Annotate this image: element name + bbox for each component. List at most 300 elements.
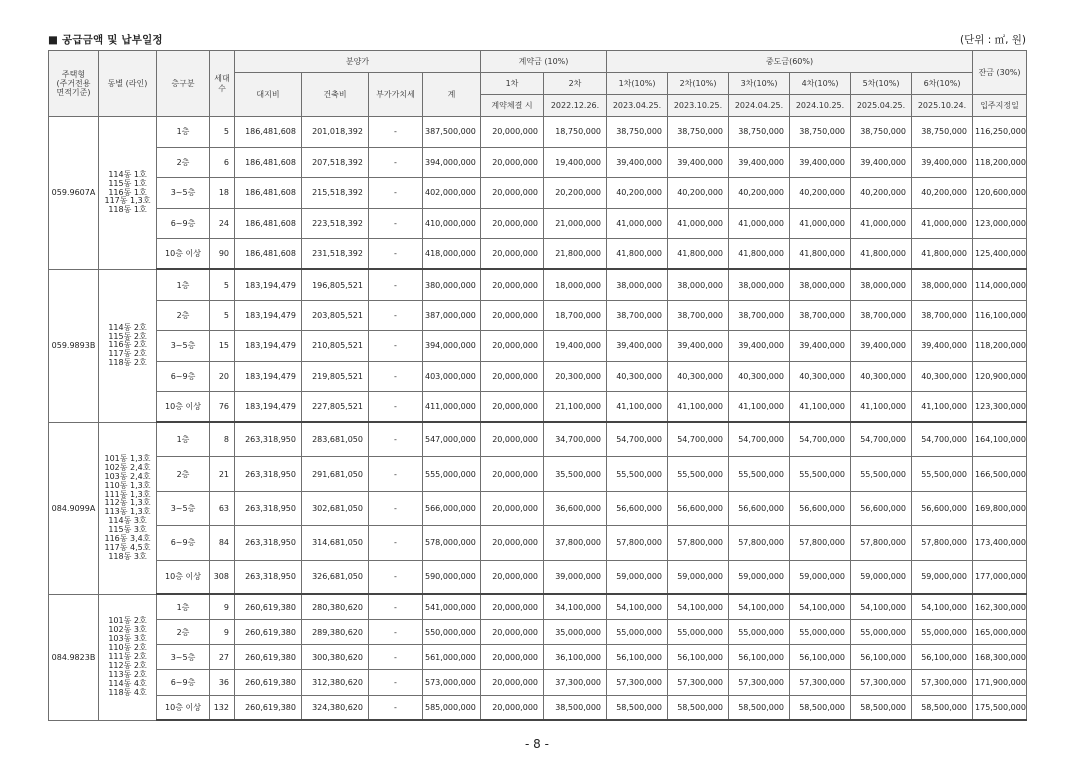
contract-2-cell: 21,800,000 [544,239,607,270]
units-cell: 9 [210,594,235,619]
contract-1-cell: 20,000,000 [481,361,544,392]
contract-2-cell: 19,400,000 [544,147,607,178]
page-number: - 8 - [525,737,549,751]
units-cell: 308 [210,560,235,594]
mid-payment-2-cell: 55,000,000 [668,620,729,645]
table-row [49,526,1027,560]
mid-payment-3-cell: 56,600,000 [729,491,790,525]
floor-cell: 10층 이상 [157,560,210,594]
total-price-cell: 394,000,000 [423,331,481,362]
total-price-cell: 410,000,000 [423,208,481,239]
mid-payment-2-cell: 59,000,000 [668,560,729,594]
building-cost-cell: 219,805,521 [302,361,369,392]
total-price-cell: 555,000,000 [423,457,481,491]
mid-payment-5-cell: 57,800,000 [851,526,912,560]
units-cell: 9 [210,620,235,645]
mid-payment-3-cell: 38,750,000 [729,117,790,148]
floor-cell: 1층 [157,269,210,300]
mid-payment-6-cell: 57,800,000 [912,526,973,560]
units-cell: 76 [210,392,235,423]
price-schedule-table [48,50,1027,721]
balance-cell: 165,000,000 [973,620,1027,645]
mid-payment-3-cell: 40,300,000 [729,361,790,392]
header-balance-date: 입주지정일 [973,95,1027,117]
units-cell: 5 [210,300,235,331]
table-row [49,594,1027,619]
land-cost-cell: 183,194,479 [235,300,302,331]
table-body [49,117,1027,721]
mid-payment-4-cell: 57,300,000 [790,670,851,695]
units-cell: 21 [210,457,235,491]
contract-2-cell: 20,200,000 [544,178,607,209]
units-cell: 18 [210,178,235,209]
vat-cell: - [369,695,423,720]
mid-payment-6-cell: 55,500,000 [912,457,973,491]
vat-cell: - [369,560,423,594]
table-row [49,620,1027,645]
mid-payment-5-cell: 38,700,000 [851,300,912,331]
mid-payment-2-cell: 39,400,000 [668,147,729,178]
mid-payment-4-cell: 55,000,000 [790,620,851,645]
mid-payment-2-cell: 55,500,000 [668,457,729,491]
mid-payment-4-cell: 59,000,000 [790,560,851,594]
mid-payment-3-cell: 39,400,000 [729,331,790,362]
units-cell: 8 [210,422,235,456]
land-cost-cell: 263,318,950 [235,560,302,594]
contract-1-cell: 20,000,000 [481,208,544,239]
table-row [49,392,1027,423]
header-mid-3-date: 2024.04.25. [729,95,790,117]
contract-2-cell: 19,400,000 [544,331,607,362]
table-row [49,178,1027,209]
balance-cell: 171,900,000 [973,670,1027,695]
floor-cell: 10층 이상 [157,239,210,270]
balance-cell: 169,800,000 [973,491,1027,525]
mid-payment-4-cell: 39,400,000 [790,147,851,178]
mid-payment-1-cell: 41,000,000 [607,208,668,239]
table-row [49,331,1027,362]
total-price-cell: 387,000,000 [423,300,481,331]
mid-payment-2-cell: 56,600,000 [668,491,729,525]
mid-payment-3-cell: 38,000,000 [729,269,790,300]
total-price-cell: 394,000,000 [423,147,481,178]
header-mid-2: 2차(10%) [668,73,729,95]
mid-payment-1-cell: 57,800,000 [607,526,668,560]
land-cost-cell: 186,481,608 [235,208,302,239]
mid-payment-4-cell: 41,800,000 [790,239,851,270]
units-cell: 6 [210,147,235,178]
header-total: 계 [423,73,481,117]
total-price-cell: 547,000,000 [423,422,481,456]
contract-2-cell: 18,700,000 [544,300,607,331]
land-cost-cell: 260,619,380 [235,695,302,720]
building-cost-cell: 302,681,050 [302,491,369,525]
mid-payment-2-cell: 54,700,000 [668,422,729,456]
mid-payment-6-cell: 54,700,000 [912,422,973,456]
mid-payment-4-cell: 57,800,000 [790,526,851,560]
building-cost-cell: 289,380,620 [302,620,369,645]
balance-cell: 116,100,000 [973,300,1027,331]
mid-payment-5-cell: 38,750,000 [851,117,912,148]
contract-2-cell: 21,100,000 [544,392,607,423]
contract-1-cell: 20,000,000 [481,300,544,331]
mid-payment-5-cell: 54,700,000 [851,422,912,456]
mid-payment-2-cell: 41,800,000 [668,239,729,270]
balance-cell: 123,300,000 [973,392,1027,423]
contract-2-cell: 21,000,000 [544,208,607,239]
mid-payment-2-cell: 38,750,000 [668,117,729,148]
land-cost-cell: 186,481,608 [235,117,302,148]
floor-cell: 1층 [157,594,210,619]
contract-1-cell: 20,000,000 [481,695,544,720]
balance-cell: 175,500,000 [973,695,1027,720]
mid-payment-4-cell: 38,700,000 [790,300,851,331]
mid-payment-6-cell: 54,100,000 [912,594,973,619]
units-cell: 24 [210,208,235,239]
mid-payment-5-cell: 39,400,000 [851,147,912,178]
vat-cell: - [369,331,423,362]
mid-payment-6-cell: 59,000,000 [912,560,973,594]
mid-payment-5-cell: 39,400,000 [851,331,912,362]
total-price-cell: 561,000,000 [423,645,481,670]
mid-payment-5-cell: 41,800,000 [851,239,912,270]
mid-payment-5-cell: 58,500,000 [851,695,912,720]
mid-payment-2-cell: 56,100,000 [668,645,729,670]
land-cost-cell: 260,619,380 [235,670,302,695]
table-row [49,269,1027,300]
building-cost-cell: 231,518,392 [302,239,369,270]
mid-payment-3-cell: 54,100,000 [729,594,790,619]
mid-payment-2-cell: 57,300,000 [668,670,729,695]
mid-payment-1-cell: 56,600,000 [607,491,668,525]
contract-2-cell: 34,700,000 [544,422,607,456]
mid-payment-4-cell: 38,000,000 [790,269,851,300]
floor-cell: 2층 [157,147,210,178]
building-cost-cell: 215,518,392 [302,178,369,209]
land-cost-cell: 263,318,950 [235,422,302,456]
floor-cell: 3~5층 [157,178,210,209]
mid-payment-1-cell: 40,200,000 [607,178,668,209]
vat-cell: - [369,300,423,331]
mid-payment-5-cell: 56,600,000 [851,491,912,525]
mid-payment-6-cell: 41,000,000 [912,208,973,239]
building-lines-cell: 101동 1,3호 102동 2,4호 103동 2,4호 110동 1,3호 111동 1,3호 112동 1,3호 113동 1,3호 114동 3호 115동 3호 116동 3,4호 117동 4,5호 118동 3호 [99,422,157,594]
contract-1-cell: 20,000,000 [481,491,544,525]
table-row [49,422,1027,456]
header-mid-4-date: 2024.10.25. [790,95,851,117]
total-price-cell: 418,000,000 [423,239,481,270]
total-price-cell: 541,000,000 [423,594,481,619]
contract-1-cell: 20,000,000 [481,269,544,300]
mid-payment-1-cell: 59,000,000 [607,560,668,594]
floor-cell: 10층 이상 [157,392,210,423]
contract-1-cell: 20,000,000 [481,457,544,491]
mid-payment-4-cell: 40,300,000 [790,361,851,392]
total-price-cell: 590,000,000 [423,560,481,594]
floor-cell: 3~5층 [157,331,210,362]
floor-cell: 10층 이상 [157,695,210,720]
floor-cell: 2층 [157,300,210,331]
mid-payment-2-cell: 54,100,000 [668,594,729,619]
floor-cell: 1층 [157,422,210,456]
vat-cell: - [369,491,423,525]
table-row [49,117,1027,148]
units-cell: 27 [210,645,235,670]
mid-payment-3-cell: 41,800,000 [729,239,790,270]
mid-payment-5-cell: 57,300,000 [851,670,912,695]
vat-cell: - [369,526,423,560]
vat-cell: - [369,670,423,695]
land-cost-cell: 260,619,380 [235,645,302,670]
header-contract-1-date: 계약체결 시 [481,95,544,117]
total-price-cell: 585,000,000 [423,695,481,720]
contract-1-cell: 20,000,000 [481,331,544,362]
total-price-cell: 550,000,000 [423,620,481,645]
table-row [49,457,1027,491]
vat-cell: - [369,645,423,670]
header-mid-1-date: 2023.04.25. [607,95,668,117]
land-cost-cell: 260,619,380 [235,620,302,645]
floor-cell: 2층 [157,457,210,491]
header-vat: 부가가치세 [369,73,423,117]
total-price-cell: 387,500,000 [423,117,481,148]
mid-payment-5-cell: 38,000,000 [851,269,912,300]
mid-payment-3-cell: 57,300,000 [729,670,790,695]
mid-payment-5-cell: 56,100,000 [851,645,912,670]
mid-payment-5-cell: 40,200,000 [851,178,912,209]
mid-payment-6-cell: 38,700,000 [912,300,973,331]
contract-2-cell: 35,500,000 [544,457,607,491]
vat-cell: - [369,422,423,456]
header-price-group: 분양가 [235,51,481,73]
unit-label: (단위 : ㎡, 원) [959,34,1026,46]
mid-payment-3-cell: 40,200,000 [729,178,790,209]
header-mid-group: 중도금(60%) [607,51,973,73]
contract-2-cell: 36,100,000 [544,645,607,670]
units-cell: 20 [210,361,235,392]
contract-1-cell: 20,000,000 [481,239,544,270]
mid-payment-5-cell: 59,000,000 [851,560,912,594]
vat-cell: - [369,147,423,178]
floor-cell: 3~5층 [157,645,210,670]
mid-payment-6-cell: 56,100,000 [912,645,973,670]
balance-cell: 118,200,000 [973,147,1027,178]
units-cell: 90 [210,239,235,270]
mid-payment-1-cell: 41,800,000 [607,239,668,270]
floor-cell: 3~5층 [157,491,210,525]
mid-payment-2-cell: 41,000,000 [668,208,729,239]
total-price-cell: 566,000,000 [423,491,481,525]
vat-cell: - [369,208,423,239]
building-cost-cell: 324,380,620 [302,695,369,720]
vat-cell: - [369,178,423,209]
mid-payment-1-cell: 41,100,000 [607,392,668,423]
mid-payment-3-cell: 58,500,000 [729,695,790,720]
total-price-cell: 573,000,000 [423,670,481,695]
building-cost-cell: 314,681,050 [302,526,369,560]
mid-payment-3-cell: 39,400,000 [729,147,790,178]
balance-cell: 125,400,000 [973,239,1027,270]
total-price-cell: 403,000,000 [423,361,481,392]
mid-payment-1-cell: 39,400,000 [607,331,668,362]
mid-payment-4-cell: 56,600,000 [790,491,851,525]
mid-payment-4-cell: 56,100,000 [790,645,851,670]
balance-cell: 114,000,000 [973,269,1027,300]
land-cost-cell: 186,481,608 [235,147,302,178]
mid-payment-3-cell: 55,500,000 [729,457,790,491]
vat-cell: - [369,457,423,491]
header-mid-5: 5차(10%) [851,73,912,95]
land-cost-cell: 183,194,479 [235,269,302,300]
building-lines-cell: 114동 2호 115동 2호 116동 2호 117동 2호 118동 2호 [99,269,157,422]
mid-payment-5-cell: 55,000,000 [851,620,912,645]
balance-cell: 118,200,000 [973,331,1027,362]
unit-type-cell: 059.9893B [49,269,99,422]
floor-cell: 6~9층 [157,208,210,239]
contract-2-cell: 20,300,000 [544,361,607,392]
contract-2-cell: 38,500,000 [544,695,607,720]
mid-payment-6-cell: 39,400,000 [912,331,973,362]
building-lines-cell: 101동 2호 102동 3호 103동 3호 110동 2호 111동 2호 112동 2호 113동 2호 114동 4호 118동 4호 [99,594,157,720]
building-cost-cell: 207,518,392 [302,147,369,178]
mid-payment-2-cell: 58,500,000 [668,695,729,720]
unit-type-cell: 084.9823B [49,594,99,720]
mid-payment-2-cell: 57,800,000 [668,526,729,560]
mid-payment-4-cell: 58,500,000 [790,695,851,720]
mid-payment-5-cell: 55,500,000 [851,457,912,491]
land-cost-cell: 186,481,608 [235,239,302,270]
contract-2-cell: 18,000,000 [544,269,607,300]
vat-cell: - [369,117,423,148]
total-price-cell: 380,000,000 [423,269,481,300]
header-building-cost: 건축비 [302,73,369,117]
table-row [49,560,1027,594]
header-balance: 잔금 (30%) [973,51,1027,95]
contract-2-cell: 37,800,000 [544,526,607,560]
unit-type-cell: 059.9607A [49,117,99,270]
building-cost-cell: 283,681,050 [302,422,369,456]
balance-cell: 120,600,000 [973,178,1027,209]
building-cost-cell: 291,681,050 [302,457,369,491]
mid-payment-6-cell: 40,300,000 [912,361,973,392]
vat-cell: - [369,594,423,619]
vat-cell: - [369,361,423,392]
mid-payment-2-cell: 40,300,000 [668,361,729,392]
mid-payment-3-cell: 41,000,000 [729,208,790,239]
units-cell: 36 [210,670,235,695]
mid-payment-5-cell: 40,300,000 [851,361,912,392]
mid-payment-1-cell: 38,000,000 [607,269,668,300]
floor-cell: 2층 [157,620,210,645]
total-price-cell: 411,000,000 [423,392,481,423]
table-row [49,147,1027,178]
contract-1-cell: 20,000,000 [481,526,544,560]
units-cell: 15 [210,331,235,362]
mid-payment-4-cell: 41,000,000 [790,208,851,239]
header-building: 동별 (라인) [99,51,157,117]
header-mid-2-date: 2023.10.25. [668,95,729,117]
mid-payment-2-cell: 40,200,000 [668,178,729,209]
building-cost-cell: 223,518,392 [302,208,369,239]
mid-payment-1-cell: 38,750,000 [607,117,668,148]
header-type: 주택형 (주거전용 면적기준) [49,51,99,117]
contract-1-cell: 20,000,000 [481,645,544,670]
mid-payment-5-cell: 54,100,000 [851,594,912,619]
mid-payment-3-cell: 55,000,000 [729,620,790,645]
mid-payment-4-cell: 55,500,000 [790,457,851,491]
header-units: 세대 수 [210,51,235,117]
mid-payment-1-cell: 38,700,000 [607,300,668,331]
land-cost-cell: 183,194,479 [235,361,302,392]
contract-1-cell: 20,000,000 [481,147,544,178]
vat-cell: - [369,239,423,270]
land-cost-cell: 263,318,950 [235,491,302,525]
header-contract-2: 2차 [544,73,607,95]
mid-payment-3-cell: 59,000,000 [729,560,790,594]
land-cost-cell: 260,619,380 [235,594,302,619]
mid-payment-1-cell: 57,300,000 [607,670,668,695]
table-row [49,670,1027,695]
mid-payment-4-cell: 38,750,000 [790,117,851,148]
mid-payment-2-cell: 38,000,000 [668,269,729,300]
balance-cell: 177,000,000 [973,560,1027,594]
units-cell: 5 [210,117,235,148]
header-mid-6-date: 2025.10.24. [912,95,973,117]
contract-1-cell: 20,000,000 [481,422,544,456]
header-floor: 층구분 [157,51,210,117]
balance-cell: 120,900,000 [973,361,1027,392]
contract-2-cell: 18,750,000 [544,117,607,148]
mid-payment-6-cell: 57,300,000 [912,670,973,695]
unit-type-cell: 084.9099A [49,422,99,594]
contract-2-cell: 35,000,000 [544,620,607,645]
mid-payment-6-cell: 38,000,000 [912,269,973,300]
mid-payment-4-cell: 40,200,000 [790,178,851,209]
mid-payment-3-cell: 56,100,000 [729,645,790,670]
header-land: 대지비 [235,73,302,117]
contract-2-cell: 39,000,000 [544,560,607,594]
mid-payment-1-cell: 54,100,000 [607,594,668,619]
mid-payment-5-cell: 41,000,000 [851,208,912,239]
mid-payment-6-cell: 55,000,000 [912,620,973,645]
balance-cell: 168,300,000 [973,645,1027,670]
header-mid-1: 1차(10%) [607,73,668,95]
units-cell: 84 [210,526,235,560]
floor-cell: 6~9층 [157,361,210,392]
mid-payment-2-cell: 39,400,000 [668,331,729,362]
mid-payment-1-cell: 54,700,000 [607,422,668,456]
mid-payment-6-cell: 38,750,000 [912,117,973,148]
building-cost-cell: 196,805,521 [302,269,369,300]
building-cost-cell: 203,805,521 [302,300,369,331]
mid-payment-1-cell: 55,000,000 [607,620,668,645]
mid-payment-4-cell: 41,100,000 [790,392,851,423]
balance-cell: 162,300,000 [973,594,1027,619]
table-row [49,695,1027,720]
contract-1-cell: 20,000,000 [481,670,544,695]
balance-cell: 166,500,000 [973,457,1027,491]
mid-payment-6-cell: 41,800,000 [912,239,973,270]
mid-payment-1-cell: 58,500,000 [607,695,668,720]
mid-payment-1-cell: 40,300,000 [607,361,668,392]
mid-payment-1-cell: 39,400,000 [607,147,668,178]
mid-payment-6-cell: 58,500,000 [912,695,973,720]
mid-payment-1-cell: 56,100,000 [607,645,668,670]
header-mid-3: 3차(10%) [729,73,790,95]
building-cost-cell: 312,380,620 [302,670,369,695]
building-cost-cell: 210,805,521 [302,331,369,362]
contract-1-cell: 20,000,000 [481,178,544,209]
